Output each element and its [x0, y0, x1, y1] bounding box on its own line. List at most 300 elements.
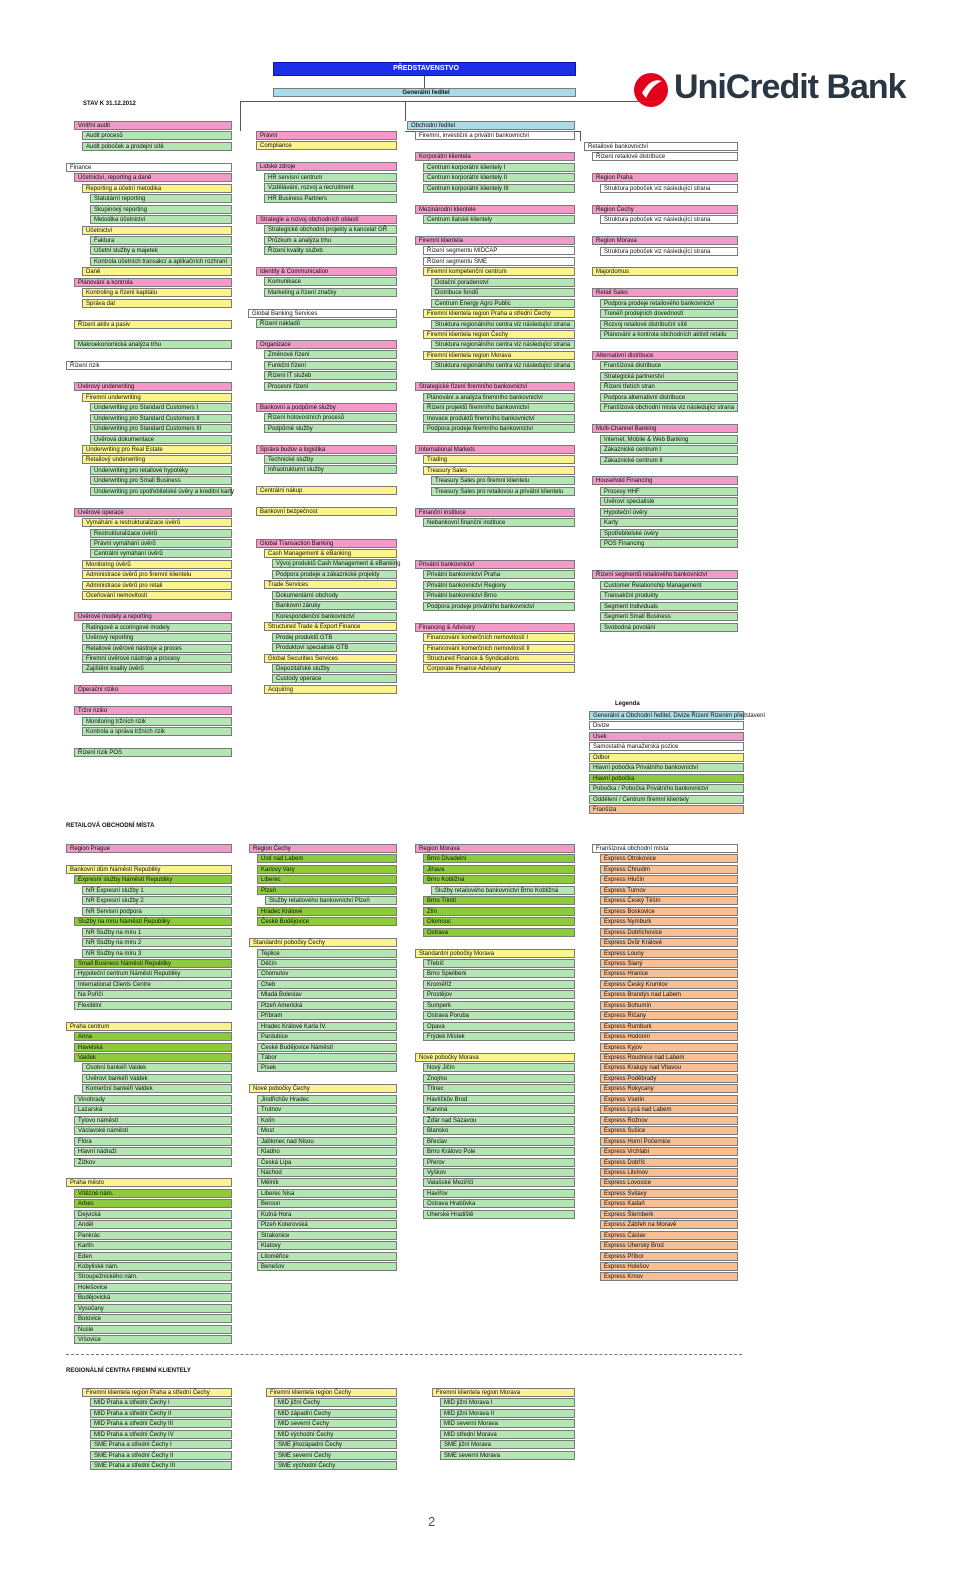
- org-unit: Lazarská: [74, 1105, 232, 1114]
- org-unit: Olomouc: [423, 917, 575, 926]
- org-unit: Skupinový reporting: [90, 205, 232, 214]
- org-unit: Karlín: [74, 1241, 232, 1250]
- org-unit: Eden: [74, 1252, 232, 1261]
- org-unit: Účetnictví, reporting a daně: [74, 173, 232, 182]
- org-unit: Vzdělávání, rozvoj a recruitment: [264, 183, 397, 192]
- org-unit: Tržní riziko: [74, 706, 232, 715]
- org-unit: Depozitářské služby: [272, 664, 397, 673]
- org-unit: Makroekonomická analýza trhu: [74, 340, 232, 349]
- org-unit: Dokumentární obchody: [272, 591, 397, 600]
- org-unit: Plzeň Americká: [257, 1001, 397, 1010]
- org-unit: Vnitřní audit: [74, 121, 232, 130]
- org-unit: Chomutov: [257, 969, 397, 978]
- org-unit: Retail Sales: [592, 288, 738, 297]
- org-unit: Express Hlučín: [600, 875, 738, 884]
- org-unit: Brno Královo Pole: [423, 1147, 575, 1156]
- org-unit: Pardubice: [257, 1032, 397, 1041]
- org-unit: Budějovická: [74, 1293, 232, 1302]
- org-unit: Na Poříčí: [74, 990, 232, 999]
- org-unit: Express Slaný: [600, 959, 738, 968]
- org-unit: Lidské zdroje: [256, 162, 397, 171]
- logo: [632, 68, 912, 112]
- org-unit: Řízení segmentu SME: [423, 257, 575, 266]
- status-date: STAV K 31.12.2012: [83, 101, 136, 107]
- org-unit: Finanční instituce: [415, 508, 575, 517]
- org-unit: Žďár nad Sázavou: [423, 1116, 575, 1125]
- org-unit: Express Dvůr Králové: [600, 938, 738, 947]
- org-unit: Vysočany: [74, 1304, 232, 1313]
- org-unit: NR Služby na míru 2: [82, 938, 232, 947]
- org-unit: Ostrava: [423, 928, 575, 937]
- org-unit: Blansko: [423, 1126, 575, 1135]
- org-unit: Žižkov: [74, 1158, 232, 1167]
- org-unit: Express Bohumín: [600, 1001, 738, 1010]
- regional-section-title: REGIONÁLNÍ CENTRA FIREMNÍ KLIENTELY: [66, 1368, 191, 1374]
- org-unit: NR Servisní podpora: [82, 907, 232, 916]
- org-unit: Treasury Sales pro firemní klientelu: [431, 476, 575, 485]
- org-unit: Express Boskovice: [600, 907, 738, 916]
- org-unit: Úvěrové modely a reporting: [74, 612, 232, 621]
- org-unit: Anděl: [74, 1220, 232, 1229]
- org-unit: Region Čechy: [592, 205, 738, 214]
- org-unit: Nusle: [74, 1325, 232, 1334]
- org-unit: Corporate Finance Advisory: [423, 664, 575, 673]
- org-unit: Plánování a kontrola: [74, 278, 232, 287]
- org-unit: Ratingové a scoringové modely: [82, 623, 232, 632]
- org-unit: MID východní Čechy: [274, 1430, 397, 1439]
- org-unit: Centrální vymáhání úvěrů: [90, 549, 232, 558]
- org-unit: Brno Divadelní: [423, 854, 575, 863]
- org-unit: Treasury Sales pro retailovou a privátní klientelu: [431, 487, 575, 496]
- org-unit: Vymáhání a restrukturalizace úvěrů: [82, 518, 232, 527]
- org-unit: Praha centrum: [66, 1022, 232, 1031]
- org-unit: Treasury Sales: [423, 466, 575, 475]
- org-unit: Služby na míru Náměstí Republiky: [74, 917, 232, 926]
- org-unit: Internet, Mobile & Web Banking: [600, 435, 738, 444]
- org-unit: Underwriting pro Standard Customers I: [90, 403, 232, 412]
- org-unit: Centrum italské klientely: [423, 215, 575, 224]
- org-unit: Express Lysá nad Labem: [600, 1105, 738, 1114]
- org-unit: Strategie a rozvoj obchodních oblastí: [256, 215, 397, 224]
- org-unit: Custody operace: [272, 674, 397, 683]
- org-unit: Operační riziko: [74, 685, 232, 694]
- org-unit: Úvěroví bankéři Valdek: [82, 1074, 232, 1083]
- org-unit: Administrace úvěrů pro retail: [82, 581, 232, 590]
- org-unit: Anna: [74, 1032, 232, 1041]
- org-unit: Transakční produkty: [600, 591, 738, 600]
- org-unit: Řízení hotovostních procesů: [264, 413, 397, 422]
- org-unit: Podpora prodeje a zákaznické projekty: [272, 570, 397, 579]
- org-unit: Strategické řízení firemního bankovnictví: [415, 382, 575, 391]
- org-unit: Řízení aktiv a pasiv: [74, 320, 232, 329]
- org-unit: NR Služby na míru 1: [82, 928, 232, 937]
- org-unit: SME severní Čechy: [274, 1451, 397, 1460]
- org-unit: Underwriting pro Small Business: [90, 476, 232, 485]
- org-unit: Karlovy Vary: [257, 865, 397, 874]
- org-unit: Express Rokycany: [600, 1084, 738, 1093]
- org-unit: Komunikace: [264, 277, 397, 286]
- org-unit: Opava: [423, 1022, 575, 1031]
- legend-item: Generální a Obchodní ředitel, Divize Řízení Rizenim představení: [589, 711, 744, 720]
- org-unit: Benešov: [257, 1262, 397, 1271]
- org-unit: Písek: [257, 1063, 397, 1072]
- org-unit: Express Příbor: [600, 1252, 738, 1261]
- legend-item: Divize: [589, 721, 744, 730]
- org-unit: HR servisní centrum: [264, 173, 397, 182]
- org-unit: Zákaznické centrum I: [600, 445, 738, 454]
- org-unit: SME jihozápadní Čechy: [274, 1440, 397, 1449]
- org-unit: Plánování a kontrola obchodních aktivit retailu: [600, 330, 738, 339]
- org-unit: Underwriting pro Standard Customers II: [90, 414, 232, 423]
- org-unit: Faktura: [90, 236, 232, 245]
- org-unit: Úvěrová dokumentace: [90, 435, 232, 444]
- org-unit: Podpora prodeje privátního bankovnictví: [423, 602, 575, 611]
- org-unit: SME východní Čechy: [274, 1461, 397, 1470]
- org-unit: Bankovní záruky: [272, 601, 397, 610]
- org-unit: Teplice: [257, 949, 397, 958]
- ceo-box: Generální ředitel: [273, 88, 576, 97]
- org-unit: Vítězné nám.: [74, 1189, 232, 1198]
- org-unit: Osobní bankéři Valdek: [82, 1063, 232, 1072]
- org-unit: Express Český Krumlov: [600, 980, 738, 989]
- org-unit: Express Kyjov: [600, 1043, 738, 1052]
- org-unit: Inovace produktů firemního bankovnictví: [423, 414, 575, 423]
- org-unit: Ústí nad Labem: [257, 854, 397, 863]
- org-unit: Bankovní dům Náměstí Republiky: [66, 865, 232, 874]
- org-unit: Správa budov a logistika: [256, 445, 397, 454]
- org-unit: Brno Trinití: [423, 896, 575, 905]
- org-unit: Express Brandýs nad Labem: [600, 990, 738, 999]
- org-unit: Holešovice: [74, 1283, 232, 1292]
- org-unit: Express Kadaň: [600, 1199, 738, 1208]
- org-unit: Marketing a řízení značky: [264, 288, 397, 297]
- org-unit: Flóra: [74, 1137, 232, 1146]
- org-unit: Firemní úvěrové nástroje a procesy: [82, 654, 232, 663]
- org-unit: Řízení segmentu MIDCAP: [423, 246, 575, 255]
- org-unit: Hypoteční centrum Náměstí Republiky: [74, 969, 232, 978]
- org-unit: POS Financing: [600, 539, 738, 548]
- org-unit: Rozvoj retailové distribuční sítě: [600, 320, 738, 329]
- org-unit: Firemní klientela region Praha a střední Čechy: [423, 309, 575, 318]
- retail-section-title: RETAILOVÁ OBCHODNÍ MÍSTA: [66, 823, 155, 829]
- org-unit: Prodej produktů GTB: [272, 633, 397, 642]
- board-box: PŘEDSTAVENSTVO: [273, 62, 576, 76]
- org-unit: Kobyliské nám.: [74, 1262, 232, 1271]
- org-unit: Podpora prodeje firemního bankovnictví: [423, 424, 575, 433]
- org-unit: NR Expresní služby 1: [82, 886, 232, 895]
- org-unit: Segment Individuals: [600, 602, 738, 611]
- org-unit: Řízení segmentů retailového bankovnictví: [592, 570, 738, 579]
- org-unit: Korespondenční bankovnictví: [272, 612, 397, 621]
- org-unit: Struktura poboček viz následující strana: [600, 215, 738, 224]
- org-unit: Řízení projektů firemního bankovnictví: [423, 403, 575, 412]
- org-unit: Butovice: [74, 1314, 232, 1323]
- org-unit: Nový Jičín: [423, 1063, 575, 1072]
- legend-item: Úsek: [589, 732, 744, 741]
- org-unit: NR Služby na míru 3: [82, 949, 232, 958]
- org-unit: Třinec: [423, 1084, 575, 1093]
- org-unit: Region Prague: [66, 844, 232, 853]
- org-unit: Trading: [423, 455, 575, 464]
- org-unit: Express Čáslav: [600, 1231, 738, 1240]
- org-unit: Express Turnov: [600, 886, 738, 895]
- org-unit: Daně: [82, 267, 232, 276]
- org-unit: Majordomus: [592, 267, 738, 276]
- org-unit: Express Krnov: [600, 1272, 738, 1281]
- org-unit: MID Praha a střední Čechy II: [90, 1409, 232, 1418]
- org-unit: Kroměříž: [423, 980, 575, 989]
- org-unit: Hypoteční úvěry: [600, 508, 738, 517]
- org-unit: Global Banking Services: [248, 309, 397, 318]
- org-unit: Express Rožnov: [600, 1116, 738, 1125]
- branch-col3: [405, 101, 406, 121]
- org-unit: Express Dobříš: [600, 1158, 738, 1167]
- org-unit: Děčín: [257, 959, 397, 968]
- org-unit: SME Praha a střední Čechy III: [90, 1461, 232, 1470]
- org-unit: Express Holešov: [600, 1262, 738, 1271]
- org-unit: Vyškov: [423, 1168, 575, 1177]
- org-unit: Segment Small Business: [600, 612, 738, 621]
- legend-item: Samostatná manažerská pozice: [589, 742, 744, 751]
- org-unit: Express Chrudim: [600, 865, 738, 874]
- org-unit: Multi-Channel Banking: [592, 424, 738, 433]
- org-unit: Acquiring: [264, 685, 397, 694]
- org-unit: Express Nymburk: [600, 917, 738, 926]
- org-unit: Liberec Nisa: [257, 1189, 397, 1198]
- org-unit: Hlavní nádraží: [74, 1147, 232, 1156]
- org-unit: Havlíčkův Brod: [423, 1095, 575, 1104]
- org-unit: Retailové bankovnictví: [584, 142, 738, 151]
- org-unit: Express Zábřeh na Moravě: [600, 1220, 738, 1229]
- org-unit: Plánování a analýza firemního bankovnictví: [423, 393, 575, 402]
- org-unit: Express Poděbrady: [600, 1074, 738, 1083]
- org-unit: MID jižní Čechy: [274, 1398, 397, 1407]
- org-unit: Small Business Náměstí Republiky: [74, 959, 232, 968]
- org-unit: Beroun: [257, 1199, 397, 1208]
- org-unit: Underwriting pro retailové hypotéky: [90, 466, 232, 475]
- org-unit: Strategické obchodní projekty a kancelář GŘ: [264, 225, 397, 234]
- org-unit: Express Šternberk: [600, 1210, 738, 1219]
- org-unit: Region Čechy: [249, 844, 397, 853]
- org-unit: Customer Relationship Management: [600, 581, 738, 590]
- org-unit: Frýdek Místek: [423, 1032, 575, 1041]
- org-unit: Kontrola účetních transakcí a aplikačních rozhraní: [90, 257, 232, 266]
- org-unit: Firemní klientela region Praha a střední Čechy: [82, 1388, 232, 1397]
- org-unit: Privátní bankovnictví Praha: [423, 570, 575, 579]
- org-unit: MID západní Čechy: [274, 1409, 397, 1418]
- org-unit: Tábor: [257, 1053, 397, 1062]
- org-unit: Firemní klientela region Čechy: [266, 1388, 397, 1397]
- org-unit: MID Praha a střední Čechy IV: [90, 1430, 232, 1439]
- org-unit: Kontrola a správa tržních rizik: [82, 727, 232, 736]
- org-unit: Retailové úvěrové nástroje a proces: [82, 644, 232, 653]
- org-unit: Privátní bankovnictví: [415, 560, 575, 569]
- org-unit: International Clients Centre: [74, 980, 232, 989]
- org-unit: Úvěrové operace: [74, 508, 232, 517]
- org-unit: Mělník: [257, 1178, 397, 1187]
- org-unit: Struktura poboček viz následující strana: [600, 184, 738, 193]
- org-unit: Procesní řízení: [264, 382, 397, 391]
- org-unit: Express Horní Počernice: [600, 1137, 738, 1146]
- org-unit: Express Uherský Brod: [600, 1241, 738, 1250]
- org-unit: Struktura regionálního centra viz následující strana: [431, 320, 575, 329]
- org-unit: SME Praha a střední Čechy I: [90, 1440, 232, 1449]
- org-unit: Administrace úvěrů pro firemní klientelu: [82, 570, 232, 579]
- org-unit: Oceňování nemovitostí: [82, 591, 232, 600]
- org-unit: Firemní, investiční a privátní bankovnictví: [415, 131, 575, 140]
- org-unit: Region Praha: [592, 173, 738, 182]
- org-unit: Statutární reporting: [90, 194, 232, 203]
- org-unit: Zajištění kvality úvěrů: [82, 664, 232, 673]
- org-unit: Express Hranice: [600, 969, 738, 978]
- org-unit: Kontroling a řízení kapitálu: [82, 288, 232, 297]
- org-unit: Financing & Advisory: [415, 623, 575, 632]
- org-unit: Kolín: [257, 1116, 397, 1125]
- org-unit: Úvěrový reporting: [82, 633, 232, 642]
- org-unit: Expresní služby Náměstí Republiky: [74, 875, 232, 884]
- org-unit: Jihava: [423, 865, 575, 874]
- org-unit: Řízení retailové distribuce: [592, 152, 738, 161]
- org-unit: Produktoví specialisté GTB: [272, 643, 397, 652]
- org-unit: Express Říčany: [600, 1011, 738, 1020]
- page-number: 2: [428, 1514, 436, 1529]
- org-unit: SME Praha a střední Čechy II: [90, 1451, 232, 1460]
- org-unit: Cash Management & eBanking: [264, 549, 397, 558]
- org-unit: Express Vsetín: [600, 1095, 738, 1104]
- legend-item: Odbor: [589, 753, 744, 762]
- org-unit: Právní vymáhání úvěrů: [90, 539, 232, 548]
- org-unit: HR Business Partners: [264, 194, 397, 203]
- org-unit: Účetní služby a majetek: [90, 246, 232, 255]
- org-unit: Flexibilní: [74, 1001, 232, 1010]
- org-unit: Express Litvínov: [600, 1168, 738, 1177]
- org-unit: Řízení IT služeb: [264, 371, 397, 380]
- org-unit: Struktura poboček viz následující strana: [600, 247, 738, 256]
- org-unit: Trutnov: [257, 1105, 397, 1114]
- org-unit: České Budějovice Náměstí: [257, 1043, 397, 1052]
- org-unit: Trenéři prodejních dovedností: [600, 309, 738, 318]
- org-unit: Underwriting pro Real Estate: [82, 445, 232, 454]
- org-unit: Express Otrokovice: [600, 854, 738, 863]
- org-unit: Centrum Energy Agro Public: [431, 299, 575, 308]
- org-unit: Franšízová distribuce: [600, 361, 738, 370]
- legend-item: Hlavní pobočka: [589, 774, 744, 783]
- org-unit: Náchod: [257, 1168, 397, 1177]
- org-unit: Audit procesů: [82, 131, 232, 140]
- org-unit: Procesy HHF: [600, 487, 738, 496]
- org-unit: Bankovní a podpůrné služby: [256, 403, 397, 412]
- org-unit: Underwriting pro Standard Customers III: [90, 424, 232, 433]
- org-unit: Restrukturalizace úvěrů: [90, 529, 232, 538]
- org-unit: Express Český Těšín: [600, 896, 738, 905]
- unicredit-logo-icon: [632, 71, 670, 109]
- org-unit: Funkční řízení: [264, 361, 397, 370]
- org-unit: Kutná Hora: [257, 1210, 397, 1219]
- org-unit: Změnové řízení: [264, 350, 397, 359]
- org-unit: Liberec: [257, 875, 397, 884]
- org-unit: MID Praha a střední Čechy I: [90, 1398, 232, 1407]
- legend-title: Legenda: [615, 701, 640, 707]
- org-unit: Mladá Boleslav: [257, 990, 397, 999]
- org-unit: Centrum korporátní klientely III: [423, 184, 575, 193]
- org-unit: Klatovy: [257, 1241, 397, 1250]
- org-unit: Monitoring úvěrů: [82, 560, 232, 569]
- org-unit: MID střední Morava: [440, 1430, 575, 1439]
- org-unit: SME jižní Morava: [440, 1440, 575, 1449]
- org-unit: Plzeň Koterovská: [257, 1220, 397, 1229]
- org-unit: Pankrác: [74, 1231, 232, 1240]
- org-unit: Uherské Hradiště: [423, 1210, 575, 1219]
- org-unit: Retailový underwriting: [82, 455, 232, 464]
- org-unit: Firemní underwriting: [82, 393, 232, 402]
- org-unit: Řízení nákladů: [256, 319, 397, 328]
- org-unit: Správa dat: [82, 299, 232, 308]
- org-unit: Havelská: [74, 1043, 232, 1052]
- org-unit: Franšízová obchodní místa: [592, 844, 738, 853]
- org-unit: Household Financing: [592, 476, 738, 485]
- org-unit: Služby retailového bankovnictví Plzeň: [265, 896, 397, 905]
- org-unit: Bankovní bezpečnost: [256, 507, 397, 516]
- org-unit: MID severní Morava: [440, 1419, 575, 1428]
- org-unit: MID Praha a střední Čechy III: [90, 1419, 232, 1428]
- org-unit: Vršovice: [74, 1335, 232, 1344]
- ceo-branch-line: [240, 101, 660, 102]
- org-unit: Dejvická: [74, 1210, 232, 1219]
- org-unit: Express Louny: [600, 949, 738, 958]
- legend-item: Hlavní pobočka Privátního bankovnictví: [589, 763, 744, 772]
- org-unit: Technické služby: [264, 455, 397, 464]
- org-unit: Compliance: [256, 141, 397, 150]
- org-unit: Centrální nákup: [256, 486, 397, 495]
- org-unit: Privátní bankovnictví Brno: [423, 591, 575, 600]
- org-unit: Global Transaction Banking: [256, 539, 397, 548]
- org-unit: Řízení třetích stran: [600, 382, 738, 391]
- org-unit: Firemní klientela region Morava: [423, 351, 575, 360]
- org-unit: International Markets: [415, 445, 575, 454]
- org-unit: Express Dobřichovice: [600, 928, 738, 937]
- org-unit: Infrastrukturní služby: [264, 465, 397, 474]
- org-unit: Komerční bankéři Valdek: [82, 1084, 232, 1093]
- org-unit: Alternativní distribuce: [592, 351, 738, 360]
- org-unit: Firemní klientela: [415, 236, 575, 245]
- org-unit: Firemní kompetenční centrum: [423, 267, 575, 276]
- branch-col4: [580, 131, 581, 141]
- org-unit: Centrum korporátní klientely II: [423, 173, 575, 182]
- org-unit: Šumperk: [423, 1001, 575, 1010]
- org-unit: Právní: [256, 131, 397, 140]
- org-unit: Podpora prodeje retailového bankovnictví: [600, 299, 738, 308]
- section-divider: [66, 1354, 742, 1355]
- org-unit: Express Svitavy: [600, 1189, 738, 1198]
- org-unit: Nové pobočky Čechy: [249, 1084, 397, 1093]
- org-unit: Organizace: [256, 340, 397, 349]
- org-unit: Obchodní ředitel: [407, 121, 575, 130]
- org-unit: Jablonec nad Nisou: [257, 1137, 397, 1146]
- org-unit: Most: [257, 1126, 397, 1135]
- org-unit: Express Rumburk: [600, 1022, 738, 1031]
- org-unit: Prostějov: [423, 990, 575, 999]
- org-unit: Express Lovosice: [600, 1178, 738, 1187]
- org-unit: MID severní Čechy: [274, 1419, 397, 1428]
- org-unit: Korporátní klientela: [415, 152, 575, 161]
- org-unit: Tylovo náměstí: [74, 1116, 232, 1125]
- org-unit: Finance: [66, 163, 232, 172]
- org-unit: Centrum korporátní klientely I: [423, 163, 575, 172]
- org-unit: Distribuce fondů: [431, 288, 575, 297]
- org-unit: Express Sušice: [600, 1126, 738, 1135]
- org-unit: Valdek: [74, 1053, 232, 1062]
- org-unit: Franšízová obchodní místa viz následující strana: [600, 403, 738, 412]
